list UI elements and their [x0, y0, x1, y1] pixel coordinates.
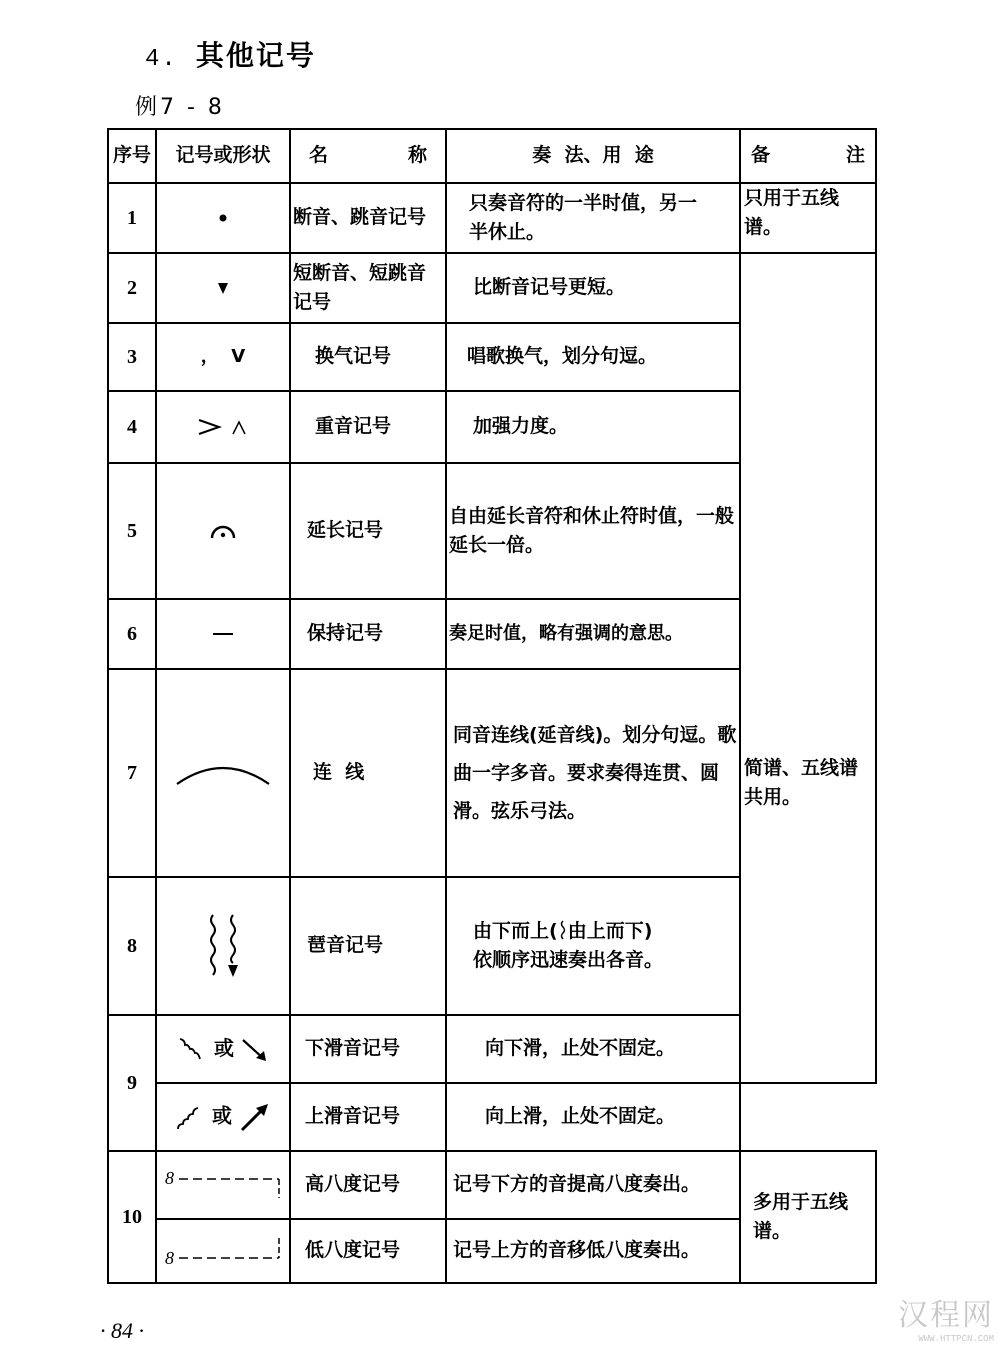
- row-index: 5: [108, 463, 156, 599]
- row-index: 2: [108, 253, 156, 323]
- row-index: 6: [108, 599, 156, 669]
- row-index: 1: [108, 183, 156, 253]
- arpeggio-inline-icon: [558, 920, 568, 942]
- table-row: [108, 253, 876, 323]
- row-index: 3: [108, 323, 156, 391]
- symbol-name: 短断音、短跳音记号: [290, 253, 446, 323]
- row-index: 9: [108, 1015, 156, 1151]
- arpeggio-icon: [156, 877, 290, 1015]
- glissando-up-icon: 或: [156, 1083, 290, 1151]
- symbol-note: 只用于五线谱。: [740, 183, 876, 253]
- page-number: · 84 ·: [100, 1318, 144, 1343]
- symbol-name: 低八度记号: [290, 1219, 446, 1283]
- table-row: [108, 1151, 876, 1219]
- fermata-icon: [156, 463, 290, 599]
- header-index: 序号: [108, 129, 156, 183]
- symbol-usage: 只奏音符的一半时值，另一半休止。: [446, 183, 740, 253]
- watermark-name: 汉程网: [898, 1298, 994, 1333]
- accent-icon: [156, 391, 290, 463]
- symbol-usage: 向上滑，止处不固定。: [446, 1083, 740, 1151]
- example-label: 例7 - 8: [135, 95, 225, 120]
- symbol-usage: 记号上方的音移低八度奏出。: [446, 1219, 740, 1283]
- symbol-usage: 向下滑，止处不固定。: [446, 1015, 740, 1083]
- symbol-usage: 记号下方的音提高八度奏出。: [446, 1151, 740, 1219]
- symbol-name: 换气记号: [290, 323, 446, 391]
- symbol-name: 连 线: [290, 669, 446, 877]
- row-index: 7: [108, 669, 156, 877]
- ottava-alta-icon: [156, 1151, 290, 1219]
- watermark-url: WWW.HTTPCN.COM: [918, 1334, 994, 1344]
- section-number: 4.: [145, 46, 178, 73]
- symbol-usage: 唱歌换气，划分句逗。: [446, 323, 740, 391]
- row-index: 4: [108, 391, 156, 463]
- slur-tie-icon: [156, 669, 290, 877]
- symbol-usage: 奏足时值，略有强调的意思。: [446, 599, 740, 669]
- octave-note: 多用于五线谱。: [740, 1151, 876, 1283]
- svg-text:8: 8: [165, 1168, 174, 1188]
- symbol-name: 重音记号: [290, 391, 446, 463]
- symbol-usage: 比断音记号更短。: [446, 253, 740, 323]
- symbols-table: [107, 128, 877, 1284]
- staccatissimo-wedge-icon: [156, 253, 290, 323]
- usage-line-2: 依顺序迅速奏出各音。: [473, 949, 664, 971]
- table-row: [108, 183, 876, 253]
- table-row: [108, 1083, 876, 1151]
- symbol-usage: 自由延长音符和休止符时值，一般延长一倍。: [446, 463, 740, 599]
- row-index: 10: [108, 1151, 156, 1283]
- header-symbol: 记号或形状: [156, 129, 290, 183]
- symbol-name: 保持记号: [290, 599, 446, 669]
- symbol-name: 高八度记号: [290, 1151, 446, 1219]
- section-title: [145, 34, 316, 74]
- watermark-logo: [898, 1290, 994, 1344]
- symbol-usage: 同音连线(延音线)。划分句逗。歌曲一字多音。要求奏得连贯、圆滑。弦乐弓法。: [446, 669, 740, 877]
- symbol-name: 下滑音记号: [290, 1015, 446, 1083]
- table-header-row: [108, 129, 876, 183]
- glissando-down-icon: 或: [156, 1015, 290, 1083]
- symbol-usage: 加强力度。: [446, 391, 740, 463]
- breath-mark-icon: ， V: [156, 323, 290, 391]
- usage-line-1: 由下而上( 由上而下): [473, 919, 653, 942]
- tenuto-icon: [156, 599, 290, 669]
- header-usage: 奏 法、用 途: [446, 129, 740, 183]
- symbol-name: 延长记号: [290, 463, 446, 599]
- ottava-bassa-icon: [156, 1219, 290, 1283]
- section-title-text: 其他记号: [195, 39, 316, 72]
- header-note: 备 注: [740, 129, 876, 183]
- symbol-usage: [446, 877, 740, 1015]
- svg-text:8: 8: [165, 1248, 174, 1268]
- row-index: 8: [108, 877, 156, 1015]
- symbol-name: 断音、跳音记号: [290, 183, 446, 253]
- shared-note: 简谱、五线谱共用。: [740, 253, 876, 1083]
- symbol-name: 琶音记号: [290, 877, 446, 1015]
- symbol-name: 上滑音记号: [290, 1083, 446, 1151]
- header-name: 名 称: [290, 129, 446, 183]
- staccato-dot-icon: [156, 183, 290, 253]
